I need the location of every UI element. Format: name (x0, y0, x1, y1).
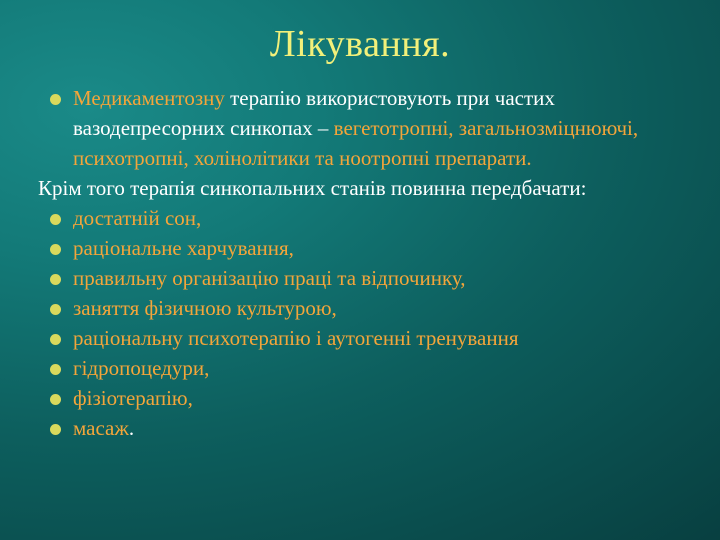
bullet-dot-icon (50, 94, 61, 105)
list-item (38, 203, 708, 233)
medication-drugs: вегетотропні, загальнозміцнюючі, психотропні, холінолітики та ноотропні препарати. (73, 116, 639, 170)
bullet-dot-icon (50, 364, 61, 375)
list-item-text: раціональне харчування, (73, 236, 294, 260)
slide-content (38, 83, 708, 443)
list-item (38, 323, 708, 353)
bullet-dot-icon (50, 274, 61, 285)
list-item-text: раціональну психотерапію і аутогенні тренування (73, 326, 519, 350)
bullet-dot-icon (50, 214, 61, 225)
bullet-dot-icon (50, 334, 61, 345)
list-item-suffix: . (128, 416, 135, 440)
list-item-text: фізіотерапію, (73, 386, 193, 410)
list-item-text: масаж (73, 416, 129, 440)
intro-paragraph: Крім того терапія синкопальних станів повинна передбачати: (38, 176, 587, 200)
list-item (38, 293, 708, 323)
medication-text: терапію використовують при частих вазодепресорних синкопах – (73, 86, 555, 140)
bullet-dot-icon (50, 424, 61, 435)
list-item-text: достатній сон, (73, 206, 202, 230)
list-item (38, 413, 708, 443)
list-item (38, 233, 708, 263)
bullet-dot-icon (50, 304, 61, 315)
list-item (38, 263, 708, 293)
medication-highlight: Медикаментозну (73, 86, 225, 110)
list-item (38, 383, 708, 413)
list-item-text: гідропоцедури, (73, 356, 210, 380)
bullet-dot-icon (50, 244, 61, 255)
bullet-dot-icon (50, 394, 61, 405)
bullet-item-medication (38, 83, 708, 173)
list-item-text: правильну організацію праці та відпочинку, (73, 266, 466, 290)
slide-title: Лікування. (269, 23, 451, 65)
list-item-text: заняття фізичною культурою, (73, 296, 337, 320)
list-item (38, 353, 708, 383)
